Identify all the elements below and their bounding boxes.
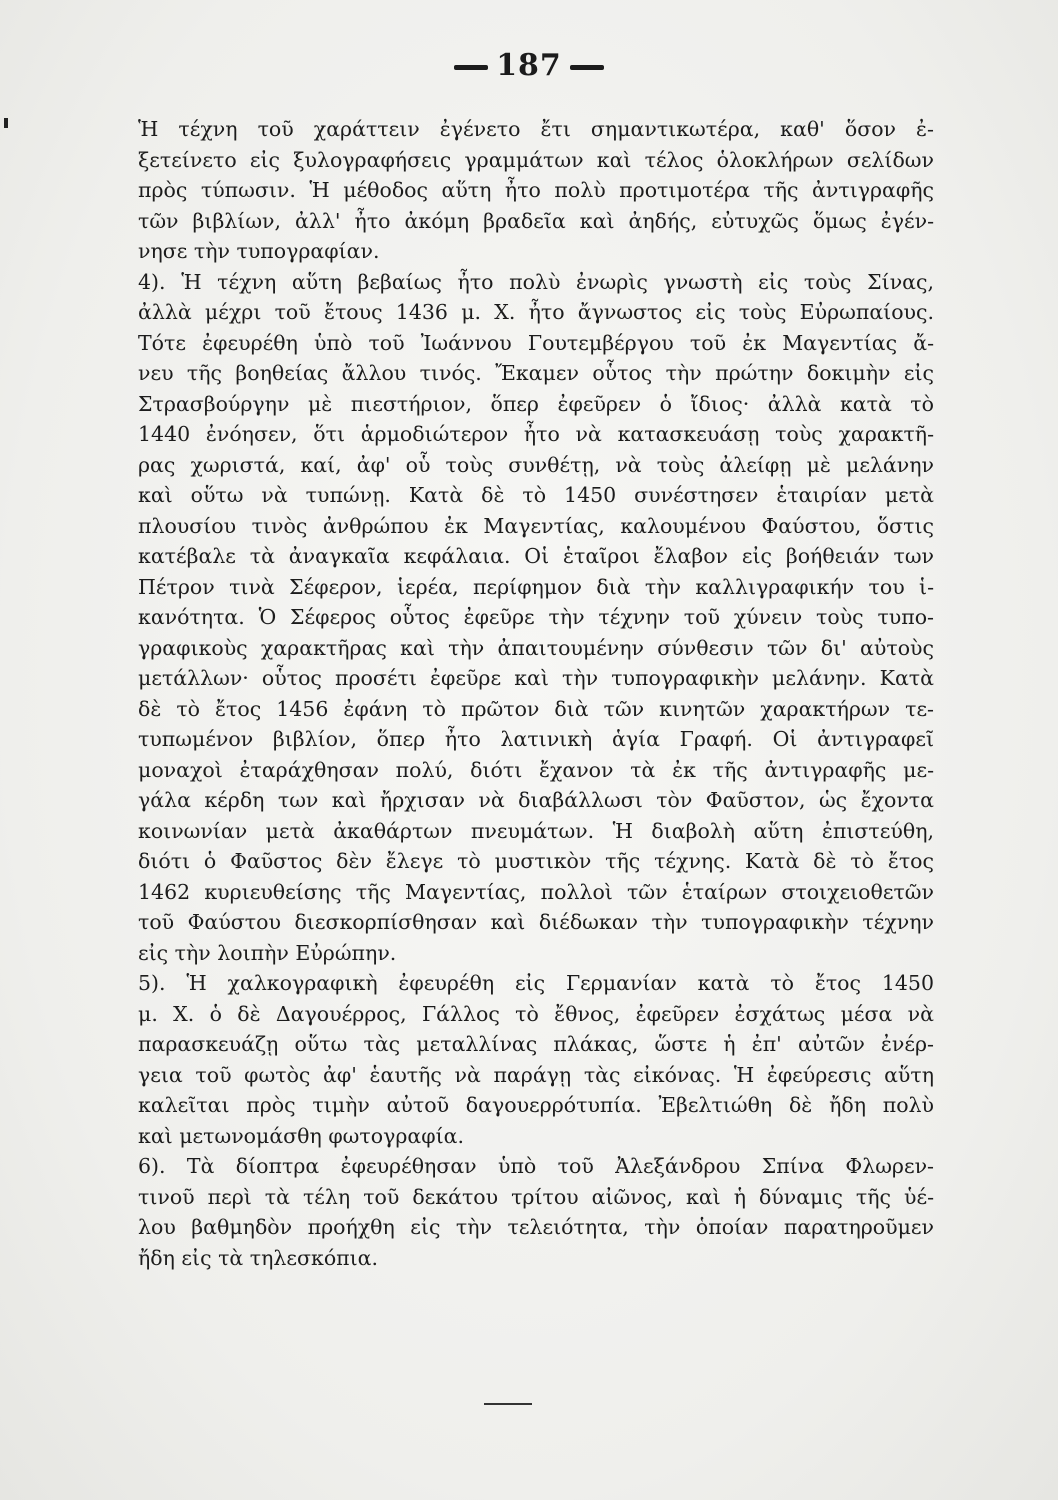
text-line: ἤδη εἰς τὰ τηλεσκόπια.	[138, 1245, 379, 1270]
text-line: καὶ οὕτω νὰ τυπώνῃ. Κατὰ δὲ τὸ 1450 συνέστησεν ἑταιρίαν μετὰ	[138, 483, 934, 507]
text-line: 4). Ἡ τέχνη αὕτη βεβαίως ἦτο πολὺ ἐνωρὶς γνωστὴ εἰς τοὺς Σίνας,	[138, 269, 934, 294]
text-line: πρὸς τύπωσιν. Ἡ μέθοδος αὕτη ἦτο πολὺ προτιμοτέρα τῆς ἀντιγραφῆς	[138, 178, 934, 202]
text-line: Πέτρον τινὰ Σέφερον, ἱερέα, περίφημον διὰ τὴν καλλιγραφικήν του ἱ-	[138, 574, 934, 599]
text-line: γραφικοὺς χαρακτῆρας καὶ τὴν ἀπαιτουμένην σύνθεσιν τῶν δι' αὐτοὺς	[138, 635, 934, 660]
text-line: τινοῦ περὶ τὰ τέλη τοῦ δεκάτου τρίτου αἰῶνος, καὶ ἡ δύναμις τῆς ὑέ-	[138, 1184, 934, 1209]
text-line: γάλα κέρδη των καὶ ἤρχισαν νὰ διαβάλλωσι τὸν Φαῦστον, ὡς ἔχοντα	[138, 788, 934, 812]
text-line: ἀλλὰ μέχρι τοῦ ἔτους 1436 μ. Χ. ἦτο ἄγνωστος εἰς τοὺς Εὐρωπαίους.	[138, 300, 934, 324]
text-line: κοινωνίαν μετὰ ἀκαθάρτων πνευμάτων. Ἡ διαβολὴ αὕτη ἐπιστεύθη,	[138, 818, 934, 843]
text-line: λου βαθμηδὸν προήχθη εἰς τὴν τελειότητα, τὴν ὁποίαν παρατηροῦμεν	[138, 1215, 934, 1239]
text-line: 5). Ἡ χαλκογραφικὴ ἐφευρέθη εἰς Γερμανίαν κατὰ τὸ ἔτος 1450	[138, 971, 934, 995]
text-line: μετάλλων· οὗτος προσέτι ἐφεῦρε καὶ τὴν τυπογραφικὴν μελάνην. Κατὰ	[138, 666, 934, 690]
text-line: πλουσίου τινὸς ἀνθρώπου ἐκ Μαγεντίας, καλουμένου Φαύστου, ὅστις	[138, 513, 934, 538]
page-number: 187	[496, 48, 562, 83]
left-dash-ornament	[454, 65, 488, 70]
text-line: γεια τοῦ φωτὸς ἀφ' ἑαυτῆς νὰ παράγῃ τὰς εἰκόνας. Ἡ ἐφεύρεσις αὕτη	[138, 1062, 934, 1087]
text-line: διότι ὁ Φαῦστος δὲν ἔλεγε τὸ μυστικὸν τῆς τέχνης. Κατὰ δὲ τὸ ἔτος	[138, 849, 934, 873]
margin-mark	[4, 118, 8, 128]
body-text	[138, 114, 934, 1273]
text-line: τυπωμένον βιβλίον, ὅπερ ἦτο λατινικὴ ἁγία Γραφή. Οἱ ἀντιγραφεῖ	[138, 727, 934, 751]
text-line: νευ τῆς βοηθείας ἄλλου τινός. Ἔκαμεν οὗτος τὴν πρώτην δοκιμὴν εἰς	[138, 361, 934, 385]
page-header	[0, 48, 1058, 83]
text-line: 6). Τὰ δίοπτρα ἐφευρέθησαν ὑπὸ τοῦ Ἀλεξάνδρου Σπίνα Φλωρεν-	[138, 1154, 934, 1178]
text-line: παρασκευάζῃ οὕτω τὰς μεταλλίνας πλάκας, ὥστε ἡ ἐπ' αὐτῶν ἐνέρ-	[138, 1032, 934, 1056]
separator-rule	[484, 1403, 532, 1405]
text-line: κατέβαλε τὰ ἀναγκαῖα κεφάλαια. Οἱ ἑταῖροι ἔλαβον εἰς βοήθειάν των	[138, 544, 934, 568]
text-line: καὶ μετωνομάσθη φωτογραφία.	[138, 1123, 464, 1148]
right-dash-ornament	[570, 65, 604, 70]
text-line: μ. Χ. ὁ δὲ Δαγουέρρος, Γάλλος τὸ ἔθνος, ἐφεῦρεν ἐσχάτως μέσα νὰ	[138, 1001, 934, 1026]
text-line: τῶν βιβλίων, ἀλλ' ἦτο ἀκόμη βραδεῖα καὶ ἀηδής, εὐτυχῶς ὅμως ἐγέν-	[138, 208, 934, 233]
text-line: Στρασβούργην μὲ πιεστήριον, ὅπερ ἐφεῦρεν ὁ ἴδιος· ἀλλὰ κατὰ τὸ	[138, 391, 934, 416]
text-line: δὲ τὸ ἔτος 1456 ἐφάνη τὸ πρῶτον διὰ τῶν κινητῶν χαρακτήρων τε-	[138, 696, 934, 721]
text-line: καλεῖται πρὸς τιμὴν αὐτοῦ δαγουερρότυπία. Ἐβελτιώθη δὲ ἤδη πολὺ	[138, 1093, 934, 1117]
text-line: ξετείνετο εἰς ξυλογραφήσεις γραμμάτων καὶ τέλος ὁλοκλήρων σελίδων	[138, 147, 934, 172]
text-line: 1440 ἐνόησεν, ὅτι ἁρμοδιώτερον ἦτο νὰ κατασκευάσῃ τοὺς χαρακτῆ-	[138, 422, 934, 446]
text-line: εἰς τὴν λοιπὴν Εὐρώπην.	[138, 940, 397, 965]
text-line: τοῦ Φαύστου διεσκορπίσθησαν καὶ διέδωκαν τὴν τυπογραφικὴν τέχνην	[138, 910, 934, 934]
text-line: Τότε ἐφευρέθη ὑπὸ τοῦ Ἰωάννου Γουτεμβέργου τοῦ ἐκ Μαγεντίας ἄ-	[138, 330, 934, 355]
text-line: ρας χωριστά, καί, ἀφ' οὗ τοὺς συνθέτῃ, νὰ τοὺς ἀλείφῃ μὲ μελάνην	[138, 452, 934, 477]
text-line: Ἡ τέχνη τοῦ χαράττειν ἐγένετο ἔτι σημαντικωτέρα, καθ' ὅσον ἐ-	[138, 117, 934, 141]
text-line: μοναχοὶ ἐταράχθησαν πολύ, διότι ἔχανον τὰ ἐκ τῆς ἀντιγραφῆς με-	[138, 757, 934, 782]
text-line: νησε τὴν τυπογραφίαν.	[138, 239, 380, 263]
text-line: 1462 κυριευθείσης τῆς Μαγεντίας, πολλοὶ τῶν ἑταίρων στοιχειοθετῶν	[138, 879, 934, 904]
text-line: κανότητα. Ὁ Σέφερος οὗτος ἐφεῦρε τὴν τέχνην τοῦ χύνειν τοὺς τυπο-	[138, 605, 934, 629]
